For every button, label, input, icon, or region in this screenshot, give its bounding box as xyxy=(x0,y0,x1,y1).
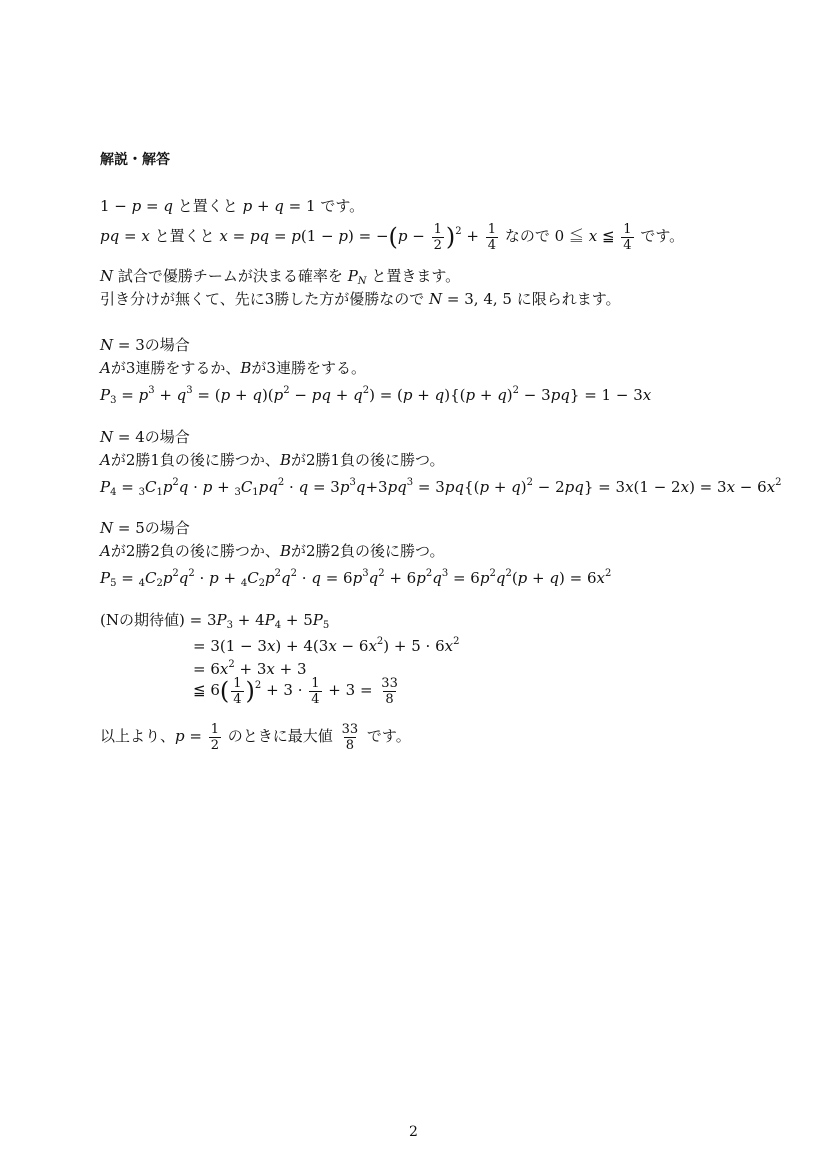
text: のときに最大値 xyxy=(227,727,333,745)
text: が2勝1負の後に勝つ。 xyxy=(290,451,445,469)
expectation-line-3: = $6x^2 + 3x + 3$ xyxy=(193,659,307,678)
case4-formula: $P_4 = _3C_1p^2q \cdot p + _3C_1pq^2 \cdot q = 3p^3q+3pq^3 = 3pq\{(p + q)^2 - 2pq\} = 3x(1 - 2x) = 3x - 6x^2$ xyxy=(100,477,782,498)
formula: 1 − p = q xyxy=(100,197,173,215)
case5-desc: Aが2勝2負の後に勝つか、Bが2勝2負の後に勝つ。 xyxy=(100,542,445,560)
formula: 0 ≦ x ≦ $\frac{1}{4}$ xyxy=(554,221,632,253)
text: (Nの期待値) xyxy=(100,611,185,629)
intro-line-1 xyxy=(100,196,364,216)
case4-title: N = 4の場合 xyxy=(100,428,190,446)
text: が3連勝をする。 xyxy=(251,359,366,377)
expectation-line-2: = $3(1 - 3x) + 4(3x - 6x^2) + 5 \cdot 6x^2$ xyxy=(193,636,460,655)
intro-line-2 xyxy=(100,214,684,255)
text: 以上より、 xyxy=(100,727,176,745)
formula: p + q = 1 xyxy=(242,197,316,215)
text: の場合 xyxy=(144,336,190,354)
section-heading: 解説・解答 xyxy=(100,152,170,168)
case3-desc: Aが3連勝をするか、Bが3連勝をする。 xyxy=(100,359,366,377)
text: です。 xyxy=(640,227,685,245)
definition-line-2: 引き分けが無くて、先に3勝した方が優勝なので N = 3, 4, 5 に限られます。 xyxy=(100,290,621,308)
case3-formula: $P_3 = p^3 + q^3 = (p + q)(p^2$ − pq + $q^2) = (p + q)\{(p + q)^2 - 3pq\} = 1 - 3x$ xyxy=(100,385,652,406)
text: に限られます。 xyxy=(516,290,621,308)
text: が2勝1負の後に勝つか、 xyxy=(110,451,280,469)
text: 試合で優勝チームが決まる確率を xyxy=(117,267,343,285)
text: と置きます。 xyxy=(371,267,461,285)
text: が2勝2負の後に勝つか、 xyxy=(110,542,280,560)
text: です。 xyxy=(320,197,365,215)
formula: x = pq = p(1 − p) = −(p − $\frac{1}{2}$ )$^2$ + $\frac{1}{4}$ xyxy=(219,221,497,253)
text: なので xyxy=(504,227,550,245)
page-number: 2 xyxy=(409,1124,418,1140)
case3-title: N = 3の場合 xyxy=(100,336,190,354)
text: です。 xyxy=(366,727,411,745)
formula: pq = x xyxy=(100,227,150,245)
text: と置くと xyxy=(177,197,238,215)
text: の場合 xyxy=(144,519,190,537)
case5-title: N = 5の場合 xyxy=(100,519,190,537)
text: と置くと xyxy=(154,227,215,245)
text: が2勝2負の後に勝つ。 xyxy=(290,542,445,560)
text: が3連勝をするか、 xyxy=(110,359,241,377)
case4-desc: Aが2勝1負の後に勝つか、Bが2勝1負の後に勝つ。 xyxy=(100,451,445,469)
case5-formula: $P_5 = _4C_2p^2q^2 \cdot p + _4C_2p^2q^2 \cdot q = 6p^3q^2 + 6p^2q^3 = 6p^2q^2(p + q) = 6x^2$ xyxy=(100,568,612,589)
definition-line-1: N 試合で優勝チームが決まる確率を $P_N$ と置きます。 xyxy=(100,267,461,287)
conclusion-line: 以上より、p = $\frac{1}{2}$ のときに最大値 $\frac{33}{8}$ です。 xyxy=(100,721,411,753)
expectation-line-1: (Nの期待値) = $3P_3 + 4P_4 + 5P_5$ xyxy=(100,611,330,631)
expectation-line-4: ≦ 6( $\frac{1}{4}$ )$^2$ + 3 · $\frac{1}{4}$ + 3 = $\frac{33}{8}$ xyxy=(193,675,398,707)
text: の場合 xyxy=(144,428,190,446)
text: 引き分けが無くて、先に3勝した方が優勝なので xyxy=(100,290,425,308)
